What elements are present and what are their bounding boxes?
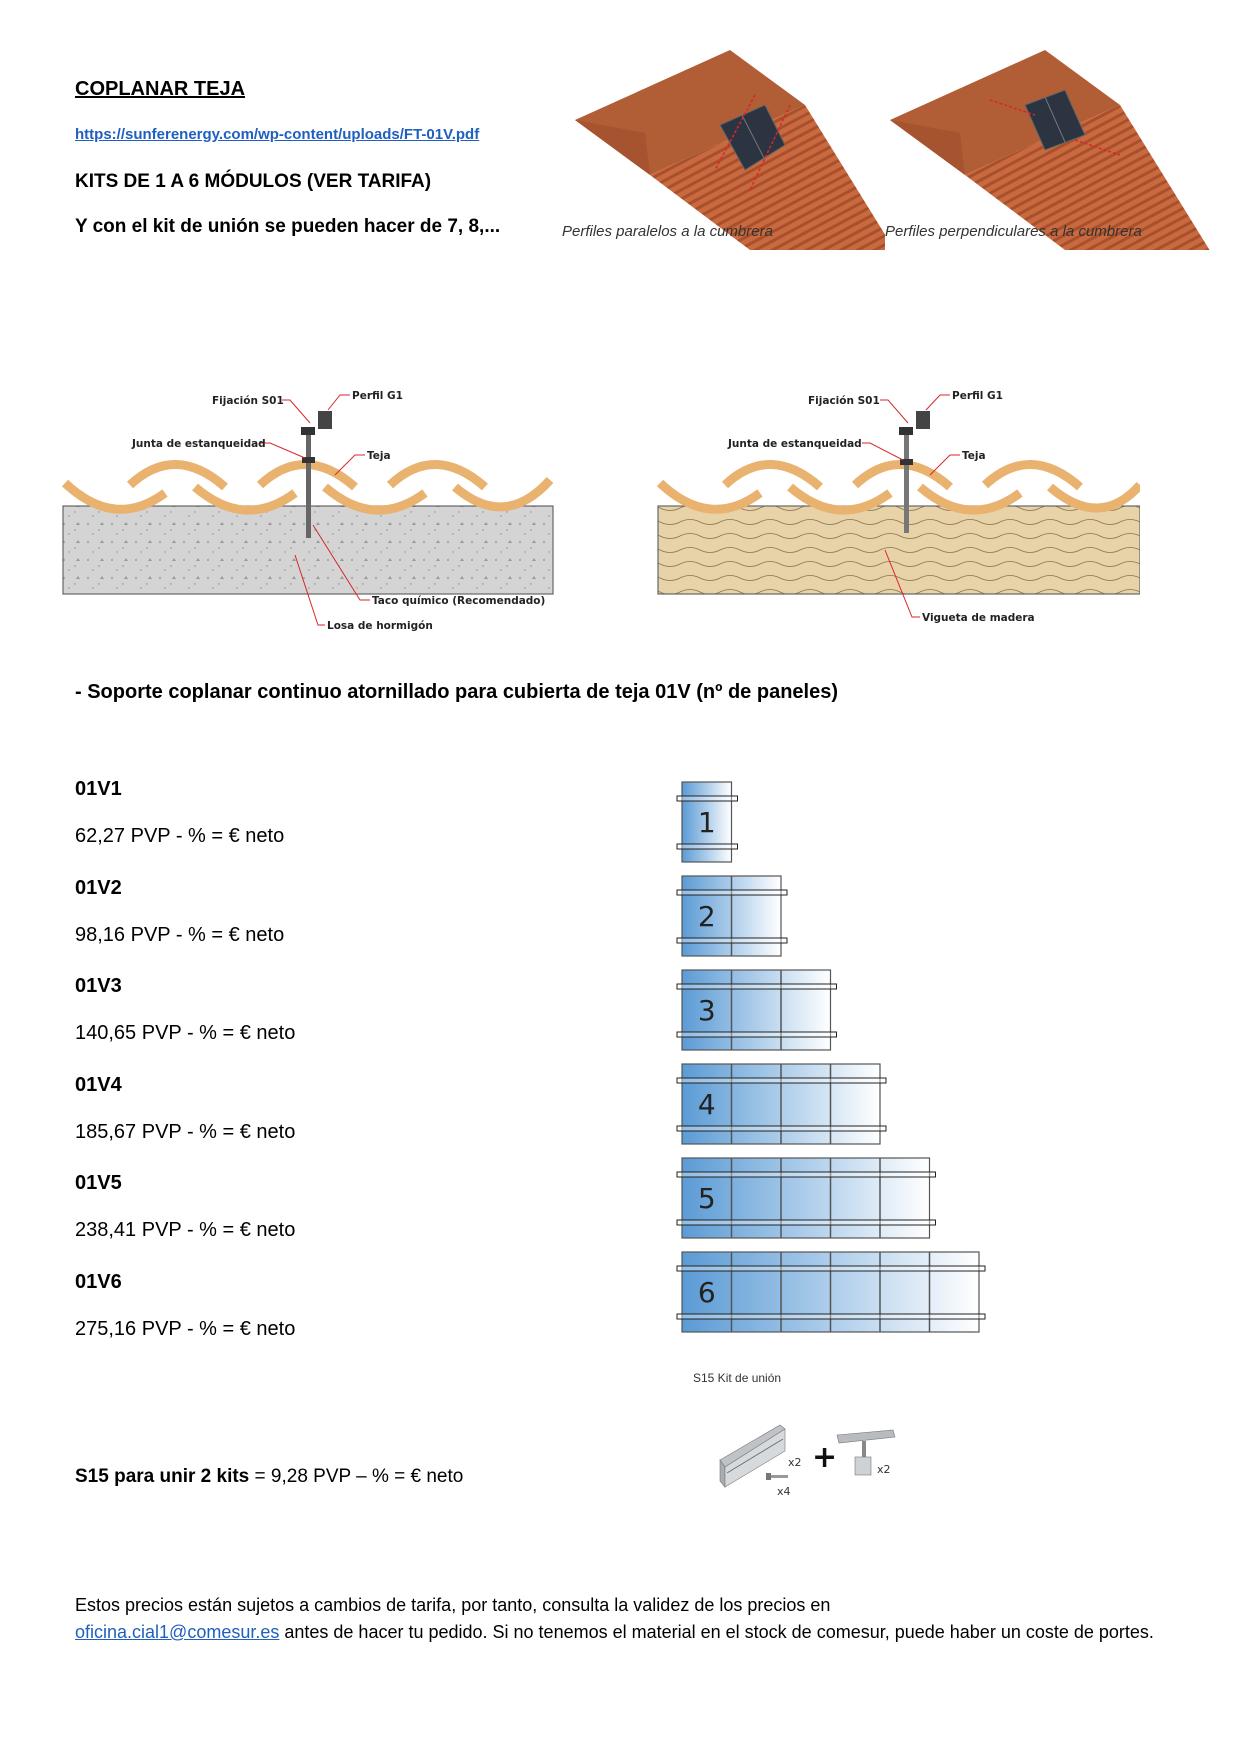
union-kit-image xyxy=(715,1415,915,1495)
union-kit-caption: S15 Kit de unión xyxy=(693,1371,782,1385)
union-kit-parts xyxy=(715,1415,915,1495)
disclaimer-line1: Estos precios están sujetos a cambios de tarifa, por tanto, consulta la validez de los precios en xyxy=(75,1595,831,1615)
kit-code: 01V6 xyxy=(75,1270,122,1293)
panel-count-label: 2 xyxy=(697,900,716,933)
label-perfil: Perfil G1 xyxy=(352,390,403,402)
panel-layout-3 xyxy=(677,970,837,1050)
plus-sign: + xyxy=(812,1440,838,1475)
section-title: - Soporte coplanar continuo atornillado para cubierta de teja 01V (nº de paneles) xyxy=(75,681,839,703)
mounting-rail xyxy=(677,1078,886,1083)
kit-price: 238,41 PVP - % = € neto xyxy=(75,1219,296,1241)
mounting-rail xyxy=(677,938,787,943)
mounting-rail xyxy=(677,1266,985,1271)
mounting-rail xyxy=(677,1172,936,1177)
label-junta: Junta de estanqueidad xyxy=(728,438,862,450)
mounting-rail xyxy=(677,1314,985,1319)
panel-count-label: 1 xyxy=(697,806,716,839)
kit-price: 140,65 PVP - % = € neto xyxy=(75,1022,296,1044)
s15-price-line xyxy=(75,1466,463,1488)
kit-price: 62,27 PVP - % = € neto xyxy=(75,825,285,847)
datasheet-link[interactable]: https://sunferenergy.com/wp-content/uploads/FT-01V.pdf xyxy=(75,126,480,143)
rail-qty: x2 xyxy=(788,1456,802,1469)
concrete-section-drawing xyxy=(60,375,560,640)
roof-parallel-image xyxy=(562,45,885,250)
panel-count-label: 6 xyxy=(697,1276,716,1309)
roof-perpendicular-caption: Perfiles perpendiculares a la cumbrera xyxy=(885,223,1142,240)
label-junta: Junta de estanqueidad xyxy=(132,438,266,450)
kit-code: 01V1 xyxy=(75,778,122,800)
panel-count-label: 3 xyxy=(697,994,716,1027)
wood-section-drawing xyxy=(640,375,1140,640)
panel-layout-6 xyxy=(677,1252,985,1332)
kits-range-heading: KITS DE 1 A 6 MÓDULOS (VER TARIFA) xyxy=(75,171,432,192)
contact-email-link[interactable]: oficina.cial1@comesur.es xyxy=(75,1622,280,1642)
label-base: Vigueta de madera xyxy=(922,612,1035,624)
concrete-mounting-diagram xyxy=(60,375,560,640)
union-kit-note: Y con el kit de unión se pueden hacer de 7, 8,... xyxy=(75,216,501,237)
s15-label: S15 para unir 2 kits xyxy=(75,1466,250,1487)
kit-code: 01V2 xyxy=(75,876,122,899)
mounting-rail xyxy=(677,890,787,895)
label-fijacion: Fijación S01 xyxy=(808,395,880,407)
s15-price: = 9,28 PVP – % = € neto xyxy=(249,1466,464,1487)
screw-icon xyxy=(766,1473,788,1480)
label-fijacion: Fijación S01 xyxy=(212,395,284,407)
kit-code: 01V3 xyxy=(75,975,122,997)
clamp-qty: x2 xyxy=(877,1463,891,1476)
label-perfil: Perfil G1 xyxy=(952,390,1003,402)
kit-price: 275,16 PVP - % = € neto xyxy=(75,1317,296,1340)
mounting-rail xyxy=(677,984,837,989)
panel-layouts-diagram xyxy=(660,770,1000,1335)
label-taco: Taco químico (Recomendado) xyxy=(372,595,546,607)
mounting-rail xyxy=(677,1126,886,1131)
panel-layout-4 xyxy=(677,1064,886,1144)
disclaimer-line2: antes de hacer tu pedido. Si no tenemos el material en el stock de comesur, puede haber un coste de portes. xyxy=(279,1622,1154,1642)
screw-qty: x4 xyxy=(777,1485,791,1495)
mounting-rail xyxy=(677,844,738,849)
label-base: Losa de hormigón xyxy=(327,620,433,632)
mounting-rail xyxy=(677,1032,837,1037)
panel-array xyxy=(682,1158,930,1238)
wood-mounting-diagram xyxy=(640,375,1140,640)
kit-price: 98,16 PVP - % = € neto xyxy=(75,923,285,946)
roof-perpendicular-image xyxy=(880,45,1210,250)
kit-code: 01V5 xyxy=(75,1172,122,1194)
panel-layout-1 xyxy=(677,782,738,862)
roof-parallel-caption: Perfiles paralelos a la cumbrera xyxy=(562,223,773,240)
price-disclaimer xyxy=(75,1592,1155,1646)
page-title: COPLANAR TEJA xyxy=(75,78,246,100)
roof-parallel-profiles-illustration xyxy=(565,45,885,250)
panel-layout-5 xyxy=(677,1158,936,1238)
label-teja: Teja xyxy=(367,450,391,462)
kit-price: 185,67 PVP - % = € neto xyxy=(75,1120,296,1143)
mounting-rail xyxy=(677,796,738,801)
kit-code: 01V4 xyxy=(75,1073,122,1096)
mounting-rail xyxy=(677,1220,936,1225)
roof-perpendicular-profiles-illustration xyxy=(880,45,1210,250)
panel-layout-2 xyxy=(677,876,787,956)
label-teja: Teja xyxy=(962,450,986,462)
panel-count-label: 4 xyxy=(697,1088,716,1121)
panel-count-label: 5 xyxy=(697,1182,716,1215)
